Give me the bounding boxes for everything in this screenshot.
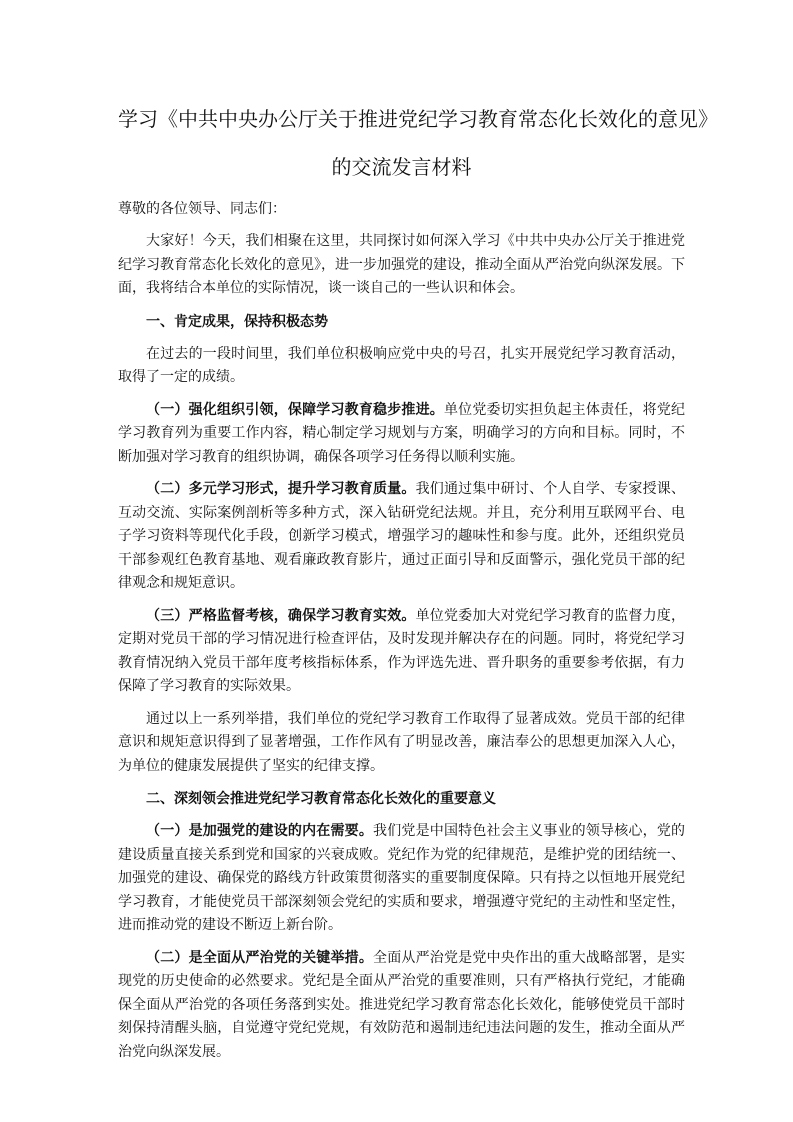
- section1-item1-paragraph: [118, 399, 685, 470]
- intro-paragraph: 大家好！今天，我们相聚在这里，共同探讨如何深入学习《中共中央办公厅关于推进党纪学习教育常态化长效化的意见》，进一步加强党的建设，推动全面从严治党向纵深发展。下面，我将结合本单位的实际情况，谈一谈自己的一些认识和体会。: [118, 233, 685, 296]
- greeting: 尊敬的各位领导、同志们：: [118, 201, 286, 217]
- section1-item3-body: 单位党委加大对党纪学习教育的监督力度，定期对党员干部的学习情况进行检查评估，及时发现并解决存在的问题。同时，将党纪学习教育情况纳入党员干部年度考核指标体系，作为评选先进、晋升职务的重要参考依据，有力保障了学习教育的实际效果。: [118, 607, 685, 694]
- section1-item2-body: 我们通过集中研讨、个人自学、专家授课、互动交流、实际案例剖析等多种方式，深入钻研党纪法规。并且，充分利用互联网平台、电子学习资料等现代化手段，创新学习模式，增强学习的趣味性和参与度。此外，还组织党员干部参观红色教育基地、观看廉政教育影片，通过正面引导和反面警示，强化党员干部的纪律观念和规矩意识。: [118, 481, 685, 591]
- document-title-line2: 的交流发言材料: [331, 155, 472, 179]
- section1-closing-paragraph: 通过以上一系列举措，我们单位的党纪学习教育工作取得了显著成效。党员干部的纪律意识和规矩意识得到了显著增强，工作作风有了明显改善，廉洁奉公的思想更加深入人心，为单位的健康发展提供了坚实的纪律支撑。: [118, 710, 685, 774]
- section1-lead-paragraph: 在过去的一段时间里，我们单位积极响应党中央的号召，扎实开展党纪学习教育活动，取得了一定的成绩。: [118, 345, 685, 385]
- section1-item2-title: （二）多元学习形式，提升学习教育质量。: [146, 481, 416, 497]
- section2-item2-body: 全面从严治党是党中央作出的重大战略部署，是实现党的历史使命的必然要求。党纪是全面从严治党的重要准则，只有严格执行党纪，才能确保全面从严治党的各项任务落到实处。推进党纪学习教育常态化长效化，能够使党员干部时刻保持清醒头脑，自觉遵守党纪党规，有效防范和遏制违纪违法问题的发生，推动全面从严治党向纵深发展。: [118, 949, 686, 1060]
- section1-item2-paragraph: [118, 478, 685, 596]
- section2-item1-body: 我们党是中国特色社会主义事业的领导核心，党的建设质量直接关系到党和国家的兴衰成败。党纪作为党的纪律规范，是维护党的团结统一、加强党的建设、确保党的路线方针政策贯彻落实的重要制度保障。只有持之以恒地开展党纪学习教育，才能使党员干部深刻领会党纪的实质和要求，增强遵守党纪的主动性和坚定性，进而推动党的建设不断迈上新台阶。: [118, 823, 686, 933]
- section1-item1-title: （一）强化组织引领，保障学习教育稳步推进。: [146, 401, 444, 418]
- section2-heading: 二、深刻领会推进党纪学习教育常态化长效化的重要意义: [146, 791, 496, 807]
- section2-item1-paragraph: [118, 820, 685, 938]
- section1-item3-title: （三）严格监督考核，确保学习教育实效。: [146, 607, 416, 624]
- section1-heading: 一、肯定成果，保持积极态势: [146, 313, 328, 330]
- section2-item2-paragraph: [118, 947, 685, 1065]
- section1-item1-body: 单位党委切实担负起主体责任，将党纪学习教育列为重要工作内容，精心制定学习规划与方案，明确学习的方向和目标。同时，不断加强对学习教育的组织协调，确保各项学习任务得以顺利实施。: [118, 401, 686, 465]
- section1-item3-paragraph: [118, 605, 685, 699]
- section2-item2-title: （二）是全面从严治党的关键举措。: [146, 949, 374, 966]
- section2-item1-title: （一）是加强党的建设的内在需要。: [146, 823, 374, 839]
- document-title-line1: 学习《中共中央办公厅关于推进党纪学习教育常态化长效化的意见》: [118, 107, 718, 131]
